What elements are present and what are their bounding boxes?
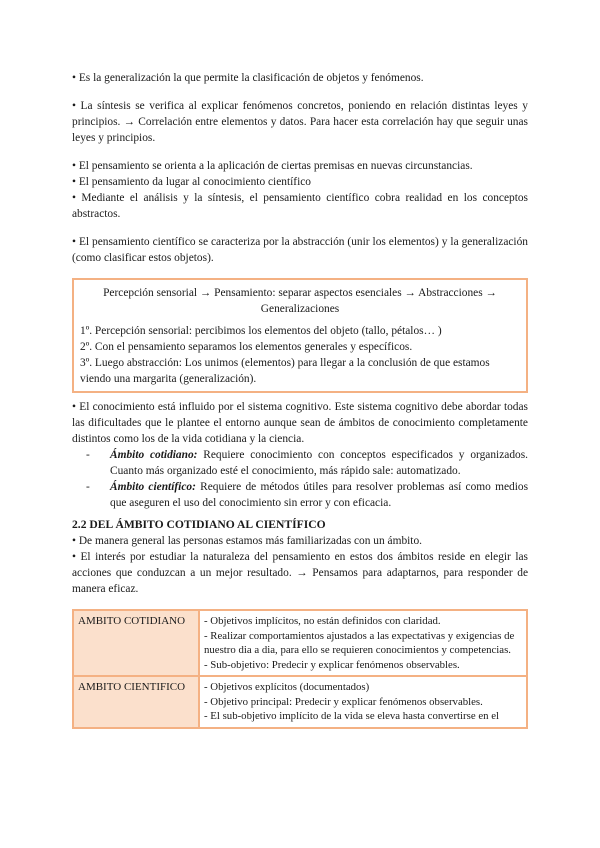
section-title: 2.2 DEL ÁMBITO COTIDIANO AL CIENTÍFICO — [72, 518, 326, 531]
bullet-sistema-cognitivo: • El conocimiento está influido por el sistema cognitivo. Este sistema cognitivo debe abordar todas las dificultades que le plantee el entorno aunque sean de ámbitos de conocimiento completamente distintos como los de la vida cotidiana y la ciencia. — [72, 401, 528, 445]
dash-marker: - — [86, 449, 90, 461]
bullet-analisis-sintesis: • Mediante el análisis y la síntesis, el pensamiento científico cobra realidad en los conceptos abstractos. — [72, 192, 528, 220]
sub-item-cientifico — [72, 479, 528, 511]
term-cotidiano: Ámbito cotidiano: — [110, 449, 198, 461]
row-label-cotidiano: AMBITO COTIDIANO — [73, 610, 199, 676]
table-row — [73, 676, 527, 728]
desc-cientifico: Requiere de métodos útiles para resolver problemas así como medios que aseguren el uso del conocimiento sin error y con eficacia. — [110, 481, 529, 509]
process-step-3: 3º. Luego abstracción: Los unimos (elementos) para llegar a la conclusión de que estamos viendo una margarita (generalización). — [80, 357, 490, 385]
process-step-2: 2º. Con el pensamiento separamos los elementos generales y específicos. — [80, 341, 413, 353]
process-heading: Percepción sensorial → Pensamiento: separar aspectos esenciales → Abstracciones → Generalizaciones — [103, 287, 497, 315]
table-line: - Sub-objetivo: Predecir y explicar fenómenos observables. — [204, 658, 460, 671]
table-line: - Objetivos implícitos, no están definidos con claridad. — [204, 615, 441, 627]
table-line: - Objetivos explícitos (documentados) — [204, 681, 370, 693]
bullet-abstraccion: • El pensamiento científico se caracteriza por la abstracción (unir los elementos) y la generalización (como clasificar estos objetos). — [72, 236, 528, 264]
table-line: - El sub-objetivo implícito de la vida se eleva hasta convertirse en el — [204, 710, 500, 722]
process-box — [72, 278, 528, 393]
bullet-conocimiento-cientifico: • El pensamiento da lugar al conocimiento científico — [72, 176, 311, 188]
term-cientifico: Ámbito científico: — [110, 481, 196, 493]
document-page — [72, 70, 528, 729]
bullet-generalizacion: • Es la generalización la que permite la clasificación de objetos y fenómenos. — [72, 72, 424, 84]
table-line: - Objetivo principal: Predecir y explicar fenómenos observables. — [204, 695, 483, 708]
process-step-1: 1º. Percepción sensorial: percibimos los elementos del objeto (tallo, pétalos… ) — [80, 325, 442, 337]
row-content-cientifico — [199, 676, 527, 728]
row-label-cientifico: AMBITO CIENTIFICO — [73, 676, 199, 728]
bullet-familiarizadas: • De manera general las personas estamos más familiarizadas con un ámbito. — [72, 535, 423, 547]
sub-item-cotidiano — [72, 447, 528, 479]
bullet-premisas: • El pensamiento se orienta a la aplicación de ciertas premisas en nuevas circunstancias. — [72, 160, 473, 172]
table-row — [73, 610, 527, 676]
comparison-table — [72, 609, 528, 729]
bullet-sintesis: • La síntesis se verifica al explicar fenómenos concretos, poniendo en relación distintas leyes y principios. → Correlación entre elementos y datos. Para hacer esta correlación hay que seguir unas leyes y principios. — [72, 100, 528, 144]
table-line: - Realizar comportamientos ajustados a las expectativas y exigencias de nuestro dia a dia, para ello se requieren conocimientos y competencias. — [204, 629, 515, 656]
dash-marker: - — [86, 481, 90, 493]
row-content-cotidiano — [199, 610, 527, 676]
bullet-interes: • El interés por estudiar la naturaleza del pensamiento en estos dos ámbitos reside en elegir las acciones que conduzcan a un mejor resultado. → Pensamos para adaptarnos, para responder de manera eficaz. — [72, 551, 528, 595]
desc-cotidiano: Requiere conocimiento con conceptos especificados y organizados. Cuanto más organizado esté el conocimiento, más rápido sale: automatizado. — [110, 449, 528, 477]
